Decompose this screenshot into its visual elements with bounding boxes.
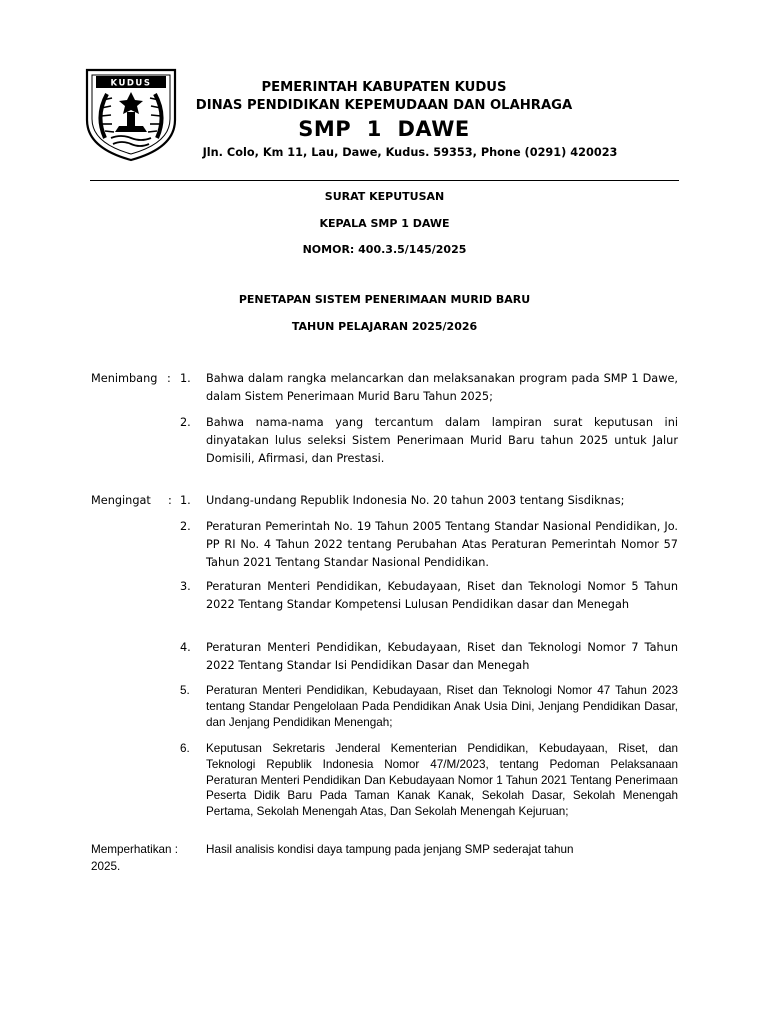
list-item-number: 2. <box>180 520 191 533</box>
kudus-regency-emblem <box>83 68 179 162</box>
list-item-text: Peraturan Menteri Pendidikan, Kebudayaan, Riset dan Teknologi Nomor 47 Tahun 2023 tentang Standar Pengelolaan Pada Pendidikan Anak Usia Dini, Jenjang Pendidikan Dasar, dan Jenjang Pendidikan Menengah; <box>206 684 678 729</box>
section-label-mengingat: Mengingat <box>91 494 151 507</box>
decree-number: NOMOR: 400.3.5/145/2025 <box>302 243 467 256</box>
decree-issuer: KEPALA SMP 1 DAWE <box>319 217 450 230</box>
list-item-number: 2. <box>180 416 191 429</box>
decree-subject: PENETAPAN SISTEM PENERIMAAN MURID BARU <box>238 293 531 306</box>
list-item-text: Peraturan Pemerintah No. 19 Tahun 2005 Tentang Standar Nasional Pendidikan, Jo. PP RI No. 4 Tahun 2022 tentang Perubahan Atas Peraturan Pemerintah Nomor 57 Tahun 2021 Tentang Standar Nasional Pendidikan. <box>206 520 678 569</box>
list-item-number: 5. <box>180 684 190 697</box>
decree-title: SURAT KEPUTUSAN <box>324 190 445 203</box>
list-item-text: Peraturan Menteri Pendidikan, Kebudayaan, Riset dan Teknologi Nomor 7 Tahun 2022 Tentang Standar Isi Pendidikan Dasar dan Menegah <box>206 641 678 672</box>
list-item-text: Undang-undang Republik Indonesia No. 20 tahun 2003 tentang Sisdiknas; <box>206 494 625 507</box>
svg-text:KUDUS: KUDUS <box>110 78 152 89</box>
section-label-menimbang: Menimbang <box>91 372 158 385</box>
letterhead-agency: DINAS PENDIDIKAN KEPEMUDAAN DAN OLAHRAGA <box>195 98 573 113</box>
memperhatikan-text-continuation: 2025. <box>91 860 121 873</box>
decree-subject-year: TAHUN PELAJARAN 2025/2026 <box>291 320 478 333</box>
list-item-text: Peraturan Menteri Pendidikan, Kebudayaan, Riset dan Teknologi Nomor 5 Tahun 2022 Tentang Standar Kompetensi Lulusan Pendidikan dasar dan Menegah <box>206 580 678 611</box>
list-item-text: Bahwa dalam rangka melancarkan dan melaksanakan program pada SMP 1 Dawe, dalam Sistem Penerimaan Murid Baru Tahun 2025; <box>206 372 678 403</box>
list-item-number: 3. <box>180 580 191 593</box>
letterhead-divider <box>90 180 679 181</box>
list-item-number: 1. <box>180 494 191 507</box>
list-item-text: Keputusan Sekretaris Jenderal Kementerian Pendidikan, Kebudayaan, Riset, dan Teknologi Republik Indonesia Nomor 47/M/2023, tentang Pedoman Pelaksanaan Peraturan Menteri Pendidikan Dan Kebudayaan Nomor 1 Tahun 2021 Tentang Penerimaan Peserta Didik Baru Pada Taman Kanak Kanak, Sekolah Dasar, Sekolah Menengah Pertama, Sekolah Menengah Atas, Dan Sekolah Menengah Kejuruan; <box>206 742 678 819</box>
letterhead-address: Jln. Colo, Km 11, Lau, Dawe, Kudus. 59353, Phone (0291) 420023 <box>202 146 618 159</box>
memperhatikan-text: Hasil analisis kondisi daya tampung pada jenjang SMP sederajat tahun <box>206 843 574 856</box>
list-item-text: Bahwa nama-nama yang tercantum dalam lampiran surat keputusan ini dinyatakan lulus seleksi Sistem Penerimaan Murid Baru tahun 2025 untuk Jalur Domisili, Afirmasi, dan Prestasi. <box>206 416 678 465</box>
list-item-number: 1. <box>180 372 191 385</box>
section-colon: : <box>168 494 172 507</box>
section-colon: : <box>167 372 171 385</box>
list-item-number: 6. <box>180 742 190 755</box>
section-label-memperhatikan: Memperhatikan : <box>91 843 179 856</box>
letterhead-school-name: SMP 1 DAWE <box>298 117 470 141</box>
list-item-number: 4. <box>180 641 191 654</box>
letterhead-government: PEMERINTAH KABUPATEN KUDUS <box>261 80 507 95</box>
